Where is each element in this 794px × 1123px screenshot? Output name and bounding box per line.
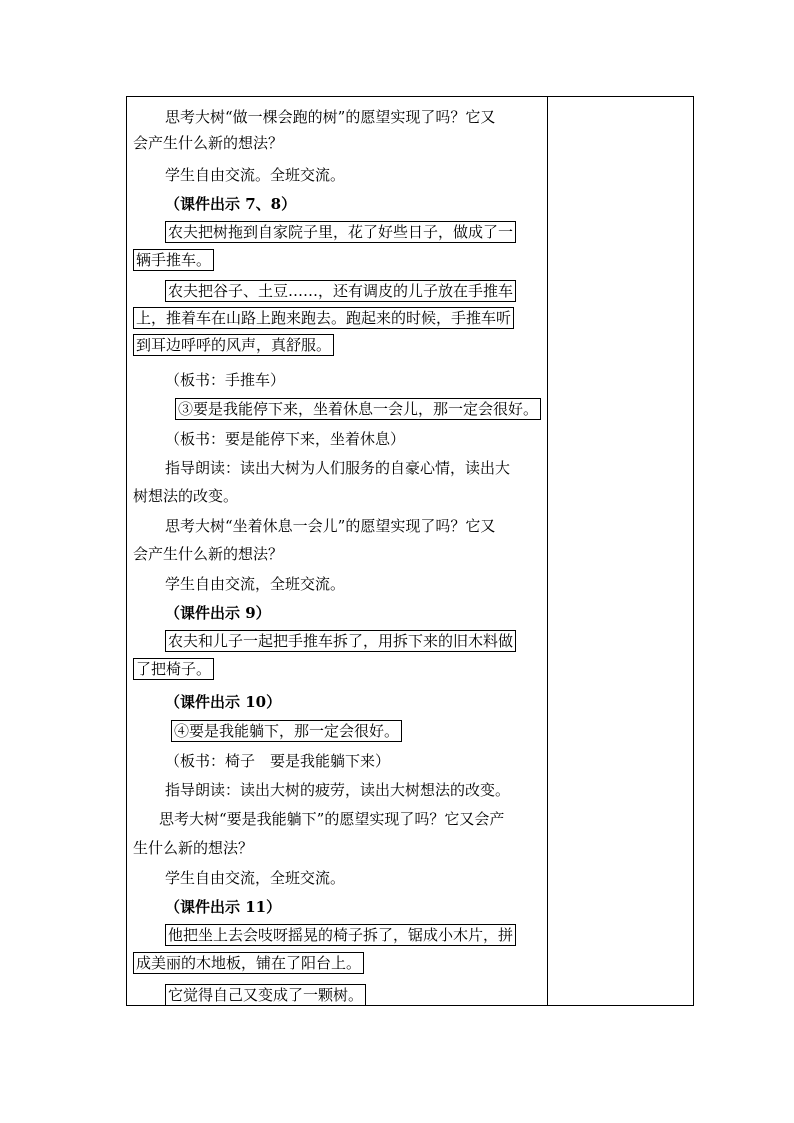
quote-block: [133, 630, 541, 682]
text-line: 生什么新的想法？: [133, 839, 254, 857]
quote-line: 上，推着车在山路上跑来跑去。跑起来的时候，手推车听: [133, 307, 514, 329]
text-line: 学生自由交流。全班交流。: [165, 166, 346, 184]
text-line: 会产生什么新的想法？: [133, 134, 284, 152]
courseware-heading: （课件出示 7、8）: [165, 195, 297, 213]
quote-line: ③要是我能停下来，坐着休息一会儿，那一定会很好。: [175, 398, 541, 420]
quote-block: [133, 924, 541, 976]
lesson-table: [126, 96, 694, 1006]
quote-block: [133, 221, 541, 271]
text-line: 学生自由交流，全班交流。: [165, 575, 346, 593]
blackboard-note: （板书：椅子 要是我能躺下来）: [165, 752, 391, 770]
text-line: 思考大树“坐着休息一会儿”的愿望实现了吗？它又: [165, 517, 496, 535]
quote-line: ④要是我能躺下，那一定会很好。: [171, 720, 402, 742]
quote-line: 了把椅子。: [133, 658, 214, 680]
text-line: 会产生什么新的想法？: [133, 545, 284, 563]
quote-line: 农夫把谷子、土豆……，还有调皮的儿子放在手推车: [165, 280, 516, 302]
courseware-heading: （课件出示 9）: [165, 604, 271, 622]
text-line: 树想法的改变。: [133, 487, 239, 505]
quote-line: 他把坐上去会吱呀摇晃的椅子拆了，锯成小木片，拼: [165, 924, 516, 946]
column-divider: [547, 97, 548, 1005]
courseware-heading: （课件出示 10）: [165, 693, 282, 711]
text-line: 思考大树“要是我能躺下”的愿望实现了吗？它又会产: [159, 810, 505, 828]
blackboard-note: （板书：手推车）: [165, 371, 286, 389]
quote-line: 农夫把树拖到自家院子里，花了好些日子，做成了一: [165, 221, 516, 243]
quote-block: [133, 280, 541, 360]
courseware-heading: （课件出示 11）: [165, 898, 282, 916]
quote-line: 辆手推车。: [133, 249, 214, 271]
quote-line: 成美丽的木地板，铺在了阳台上。: [133, 952, 364, 974]
text-line: 思考大树“做一棵会跑的树”的愿望实现了吗？它又: [165, 108, 496, 126]
blackboard-note: （板书：要是能停下来，坐着休息）: [165, 430, 406, 448]
text-line: 学生自由交流，全班交流。: [165, 869, 346, 887]
text-line: 指导朗读：读出大树为人们服务的自豪心情，读出大: [165, 459, 511, 477]
quote-line: 农夫和儿子一起把手推车拆了，用拆下来的旧木料做: [165, 630, 516, 652]
quote-line: 它觉得自己又变成了一颗树。: [165, 984, 366, 1006]
text-line: 指导朗读：读出大树的疲劳，读出大树想法的改变。: [165, 781, 511, 799]
quote-line: 到耳边呼呼的风声，真舒服。: [133, 334, 334, 356]
